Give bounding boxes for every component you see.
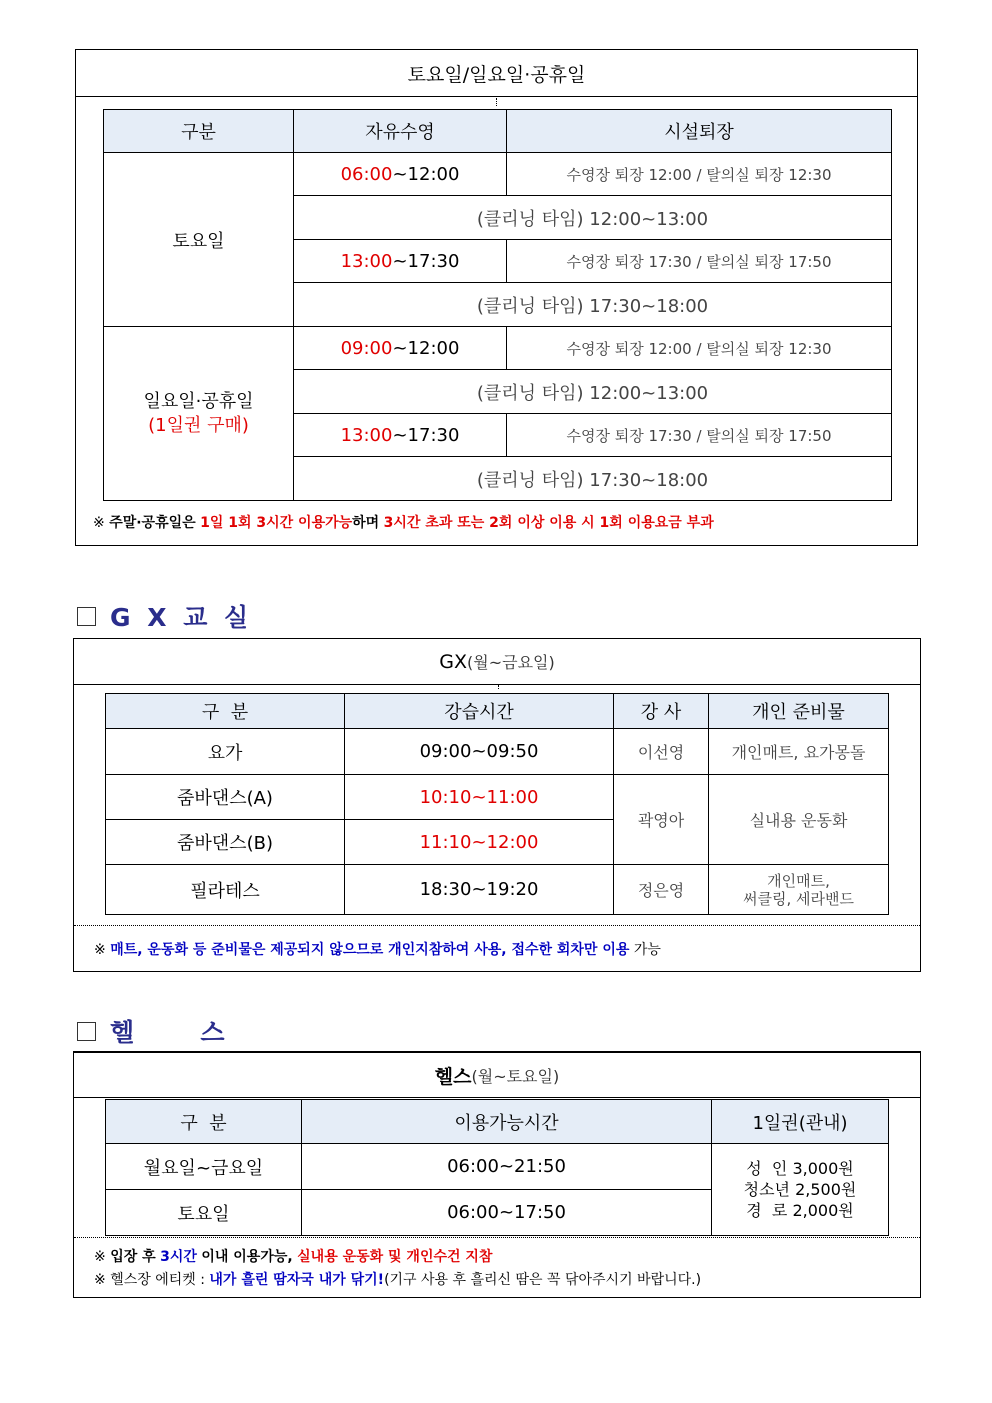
pool-box-title-text: 토요일/일요일·공휴일 xyxy=(407,63,586,86)
day-pass-label: (1일권 구매) xyxy=(148,414,249,436)
price-youth: 청소년 2,500원 xyxy=(743,1180,857,1199)
gx-table xyxy=(105,693,889,915)
header-available-hours: 이용가능시간 xyxy=(302,1100,712,1144)
checkbox-square-icon xyxy=(77,607,96,626)
day-range: 월요일~금요일 xyxy=(106,1144,302,1190)
gx-box-title xyxy=(74,639,920,685)
header-day-pass: 1일권(관내) xyxy=(712,1100,889,1144)
pool-note: ※ 주말·공휴일은 1일 1회 3시간 이용가능하며 3시간 초과 또는 2회 이상 이용 시 1회 이용요금 부과 xyxy=(93,515,714,531)
center-tick xyxy=(496,98,497,106)
class-time: 09:00~09:50 xyxy=(345,729,614,775)
table-row xyxy=(106,775,889,820)
instructor: 곽영아 xyxy=(614,775,709,865)
header-class-time: 강습시간 xyxy=(345,694,614,729)
class-name: 줌바댄스(A) xyxy=(106,775,345,820)
health-section-heading xyxy=(77,1013,227,1049)
header-free-swim: 자유수영 xyxy=(294,110,507,153)
personal-items: 개인매트, 요가몽돌 xyxy=(709,729,889,775)
health-box-title xyxy=(74,1053,920,1098)
class-name: 필라테스 xyxy=(106,865,345,915)
table-row xyxy=(104,153,892,196)
gx-title-text: GX xyxy=(439,650,468,673)
class-time: 10:10~11:00 xyxy=(345,775,614,820)
day-label-sunday-holiday xyxy=(104,327,294,501)
table-row xyxy=(106,1144,889,1190)
personal-items: 실내용 운동화 xyxy=(709,775,889,865)
class-time: 11:10~12:00 xyxy=(345,820,614,865)
pool-box-title xyxy=(76,50,917,97)
cleaning-time: (클리닝 타임) 12:00~13:00 xyxy=(294,370,892,414)
cleaning-time: (클리닝 타임) 12:00~13:00 xyxy=(294,196,892,240)
table-row xyxy=(106,729,889,775)
cleaning-time: (클리닝 타임) 17:30~18:00 xyxy=(294,457,892,501)
table-row xyxy=(104,327,892,370)
header-instructor: 강 사 xyxy=(614,694,709,729)
class-name: 요가 xyxy=(106,729,345,775)
gx-heading-text: G X 교 실 xyxy=(110,603,253,632)
health-schedule-box xyxy=(73,1051,921,1298)
cleaning-time: (클리닝 타임) 17:30~18:00 xyxy=(294,283,892,327)
sunday-label: 일요일·공휴일 xyxy=(143,390,254,412)
pool-table xyxy=(103,109,892,501)
items-line: 써클링, 세라밴드 xyxy=(743,889,854,908)
pool-schedule-box xyxy=(75,49,918,546)
health-note-1: ※ 입장 후 3시간 이내 이용가능, 실내용 운동화 및 개인수건 지참 xyxy=(94,1249,493,1265)
day-label-saturday: 토요일 xyxy=(104,153,294,327)
instructor: 정은영 xyxy=(614,865,709,915)
gx-note: ※ 매트, 운동화 등 준비물은 제공되지 않으므로 개인지참하여 사용, 접수한 회차만 이용 가능 xyxy=(94,942,661,958)
center-tick xyxy=(498,685,499,689)
free-swim-time: 06:00~12:00 xyxy=(294,153,507,196)
items-line: 개인매트, xyxy=(767,871,830,890)
free-swim-time: 13:00~17:30 xyxy=(294,414,507,457)
header-category: 구분 xyxy=(104,110,294,153)
header-personal-items: 개인 준비물 xyxy=(709,694,889,729)
health-note-2: ※ 헬스장 에티켓 : 내가 흘린 땀자국 내가 닦기!(기구 사용 후 흘리신 땀은 꼭 닦아주시기 바랍니다.) xyxy=(94,1272,702,1288)
health-title-text: 헬스 xyxy=(434,1065,472,1088)
price-adult: 성 인 3,000원 xyxy=(746,1159,854,1178)
price-senior: 경 로 2,000원 xyxy=(746,1201,854,1220)
checkbox-square-icon xyxy=(77,1022,96,1041)
table-row xyxy=(106,865,889,915)
gx-schedule-box xyxy=(73,638,921,972)
exit-time: 수영장 퇴장 12:00 / 탈의실 퇴장 12:30 xyxy=(507,153,892,196)
available-time: 06:00~17:50 xyxy=(302,1190,712,1236)
health-heading-text: 헬 스 xyxy=(110,1018,227,1047)
divider xyxy=(74,925,920,926)
gx-section-heading xyxy=(77,598,252,634)
exit-time: 수영장 퇴장 12:00 / 탈의실 퇴장 12:30 xyxy=(507,327,892,370)
exit-time: 수영장 퇴장 17:30 / 탈의실 퇴장 17:50 xyxy=(507,240,892,283)
instructor: 이선영 xyxy=(614,729,709,775)
health-title-sub: (월~토요일) xyxy=(471,1066,560,1086)
header-facility-exit: 시설퇴장 xyxy=(507,110,892,153)
header-category: 구 분 xyxy=(106,694,345,729)
personal-items xyxy=(709,865,889,915)
header-category: 구 분 xyxy=(106,1100,302,1144)
class-name: 줌바댄스(B) xyxy=(106,820,345,865)
divider xyxy=(74,1237,920,1238)
day-range: 토요일 xyxy=(106,1190,302,1236)
available-time: 06:00~21:50 xyxy=(302,1144,712,1190)
exit-time: 수영장 퇴장 17:30 / 탈의실 퇴장 17:50 xyxy=(507,414,892,457)
free-swim-time: 09:00~12:00 xyxy=(294,327,507,370)
day-pass-prices xyxy=(712,1144,889,1236)
gx-title-sub: (월~금요일) xyxy=(467,653,555,672)
class-time: 18:30~19:20 xyxy=(345,865,614,915)
free-swim-time: 13:00~17:30 xyxy=(294,240,507,283)
health-table xyxy=(105,1099,889,1236)
